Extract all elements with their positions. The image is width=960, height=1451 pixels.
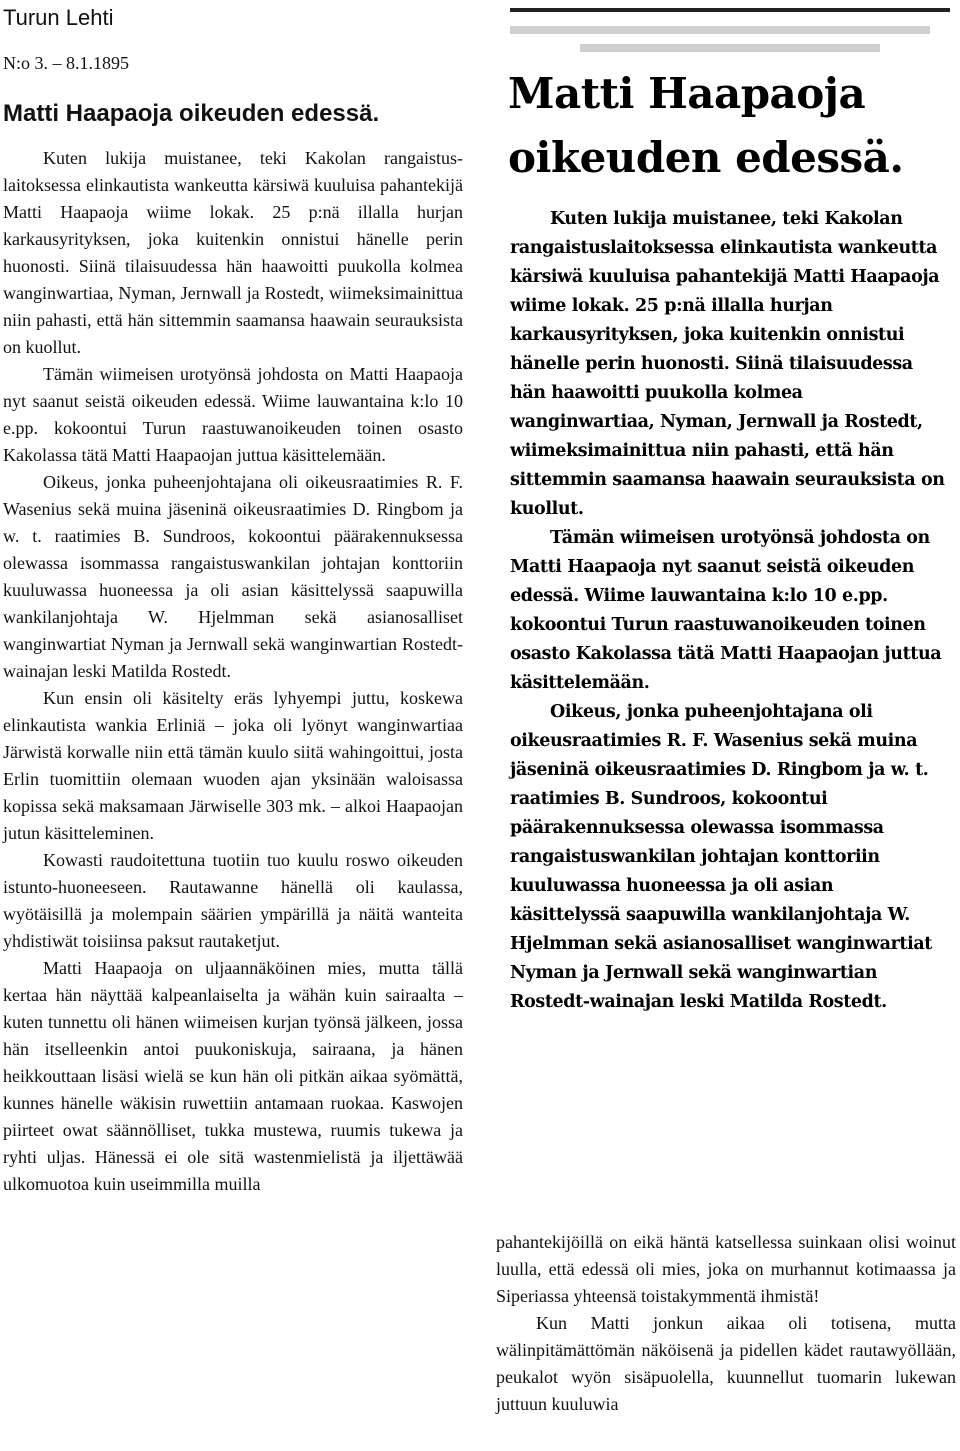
paragraph: Kuten lukija muistanee, teki Kakolan rangaistus-laitoksessa elinkautista wankeutta kärsiwä kuuluisa pahantekijä Matti Haapaoja wiime lokak. 25 p:nä illalla hurjan karkausyrityksen, joka kuitenkin onnistui hänelle perin huonosti. Siinä tilaisuudessa hän haawoitti puukolla kolmea wanginwartiaa, Nyman, Jernwall ja Rostedt, wiimeksimainittua niin pahasti, että hän sittemmin saamansa haawain seurauksista on kuollut. (3, 148, 463, 357)
paragraph: Matti Haapaoja on uljaannäköinen mies, mutta tällä kertaa hän näyttää kalpeanlaiselta ja wähän kuin sairaalta – kuten tunnettu oli hänen wiimeisen kurjan työnsä jälkeen, jossa hän itselleenkin antoi puukoniskuja, sairaana, ja hänen heikkouttaan lisäsi wielä se kun hän oli pitkän aikaa syömättä, kunnes hänelle wäkisin ruwettiin antamaan ruokaa. Kaswojen piirteet owat säännölliset, tukka mustewa, ruumis tukewa ja ryhti uljas. Hänessä ei ole sitä wastenmielistä ja iljettäwää ulkomuotoa kuin useimmilla muilla (3, 958, 463, 1194)
faded-text-line (580, 44, 880, 52)
clipping-top-rule (510, 8, 950, 12)
paragraph: Kun Matti jonkun aikaa oli totisena, mutta wälinpitämättömän näköisenä ja pidellen kädet rautawyöllään, peukalot wyön sisäpuolella, kuunnellut tuomarin lukewan juttuun kuuluwia (496, 1313, 956, 1414)
left-text-column (3, 145, 463, 1198)
paragraph: pahantekijöillä on eikä häntä katsellessa suinkaan olisi woinut luulla, että edessä oli mies, joka on murhannut kotimaassa ja Siperiassa yhteensä toistakymmentä ihmistä! (496, 1232, 956, 1306)
clipping-headline: Matti Haapaoja oikeuden edessä. (508, 69, 904, 182)
faded-text-line (510, 26, 930, 34)
article-headline: Matti Haapaoja oikeuden edessä. (3, 100, 380, 127)
page-header (3, 0, 473, 128)
paragraph: Kun ensin oli käsitelty eräs lyhyempi juttu, koskewa elinkautista wankia Erliniä – joka oli lyönyt wanginwartiaa Järwistä korwalle niin että tämän kuulo siitä wahingoittui, josta Erlin tuomittiin olemaan wuoden ajan yksinään waloisassa kopissa sekä maksamaan Järwiselle 303 mk. – alkoi Haapaojan jutun käsitteleminen. (3, 688, 463, 843)
paragraph: Oikeus, jonka puheenjohtajana oli oikeusraatimies R. F. Wasenius sekä muina jäseninä oikeusraatimies D. Ringbom ja w. t. raatimies B. Sundroos, kokoontui päärakennuksessa olewassa isommassa rangaistuswankilan johtajan konttoriin kuuluwassa huoneessa ja oli asian käsittelyssä saapuwilla wankilanjohtaja W. Hjelmman sekä asianosalliset wanginwartiat Nyman ja Jernwall sekä wanginwartian Rostedt-wainajan leski Matilda Rostedt. (3, 472, 463, 681)
clipping-paragraph: Tämän wiimeisen urotyönsä johdosta on Matti Haapaoja nyt saanut seistä oikeuden edessä. Wiime lauwantaina k:lo 10 e.pp. kokoontui Turun raastuwanoikeuden toinen osasto Kakolassa tätä Matti Haapaojan juttua käsittelemään. (510, 528, 942, 693)
clipping-paragraph: Kuten lukija muistanee, teki Kakolan rangaistuslaitoksessa elinkautista wankeutta kärsiwä kuuluisa pahantekijä Matti Haapaoja wiime lokak. 25 p:nä illalla hurjan karkausyrityksen, joka kuitenkin onnistui hänelle perin huonosti. Siinä tilaisuudessa hän haawoitti puukolla kolmea wanginwartiaa, Nyman, Jernwall ja Rostedt, wiimeksimainittua niin pahasti, että hän sittemmin saamansa haawain seurauksista on kuollut. (510, 209, 945, 519)
clipping-paragraph: Oikeus, jonka puheenjohtajana oli oikeusraatimies R. F. Wasenius sekä muina jäseninä oikeusraatimies D. Ringbom ja w. t. raatimies B. Sundroos, kokoontui päärakennuksessa olewassa isommassa rangaistuswankilan johtajan konttoriin kuuluwassa huoneessa ja oli asian käsittelyssä saapuwilla wankilanjohtaja W. Hjelmman sekä asianosalliset wanginwartiat Nyman ja Jernwall sekä wanginwartian Rostedt-wainajan leski Matilda Rostedt. (510, 702, 932, 1012)
newspaper-name: Turun Lehti (3, 5, 114, 30)
paragraph: Kowasti raudoitettuna tuotiin tuo kuulu roswo oikeuden istunto-huoneeseen. Rautawanne hänellä oli kaulassa, wyötäisillä ja molempain säärien ympärillä ja näitä wanteita yhdistiwät toisiinsa paksut rautaketjut. (3, 850, 463, 951)
clipping-body (510, 205, 948, 1017)
scanned-clipping (500, 0, 955, 1150)
right-text-column (496, 1229, 956, 1418)
paragraph: Tämän wiimeisen urotyönsä johdosta on Matti Haapaoja nyt saanut seistä oikeuden edessä. Wiime lauwantaina k:lo 10 e.pp. kokoontui Turun raastuwanoikeuden toinen osasto Kakolassa tätä Matti Haapaojan juttua käsittelemään. (3, 364, 463, 465)
issue-info: N:o 3. – 8.1.1895 (3, 53, 129, 73)
